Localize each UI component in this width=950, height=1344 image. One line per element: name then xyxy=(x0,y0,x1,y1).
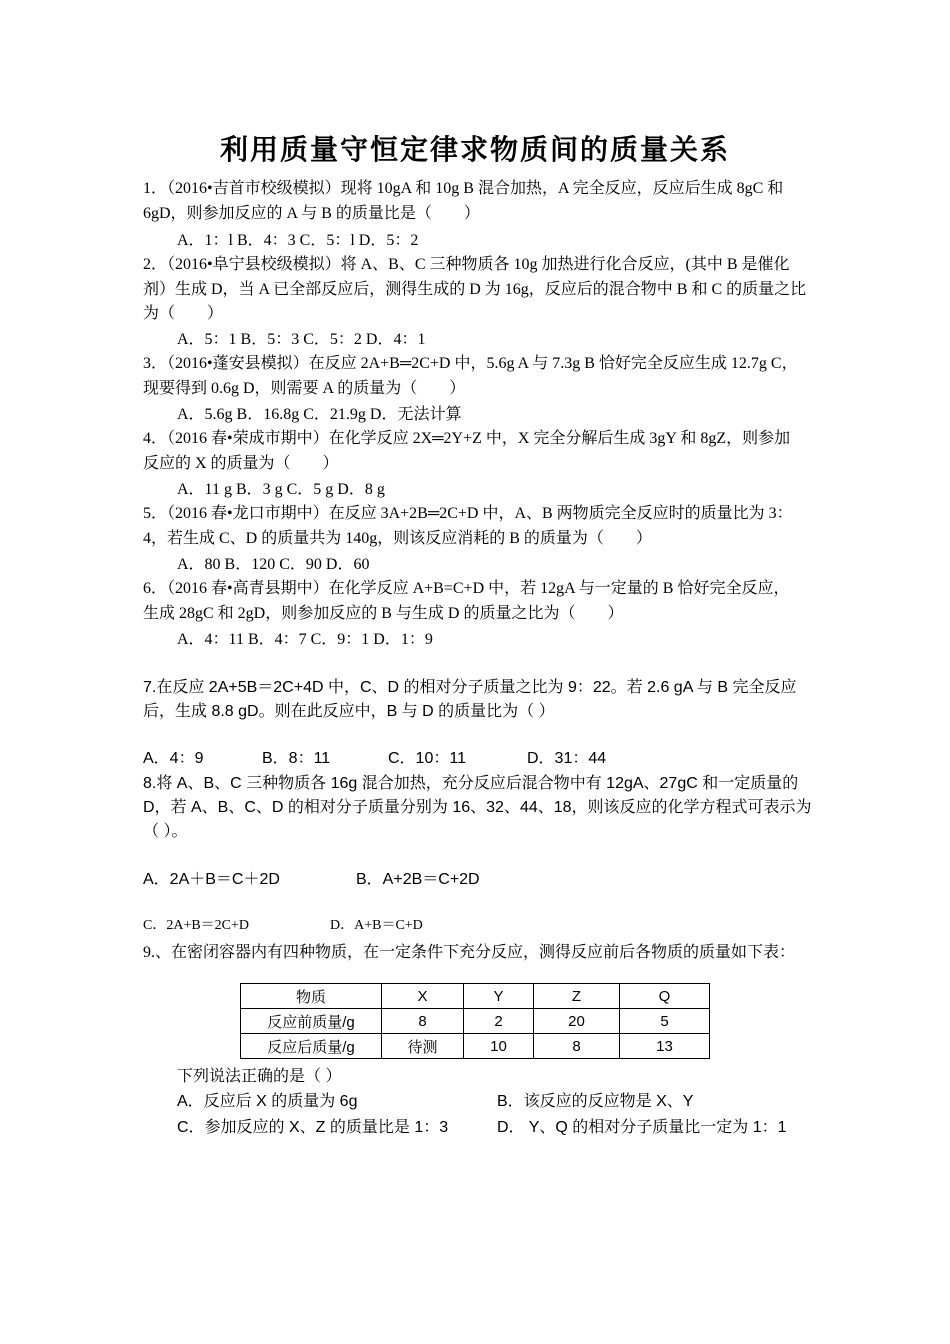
table-header-cell: X xyxy=(382,984,464,1009)
question-9-line-1: 9.、在密闭容器内有四种物质，在一定条件下充分反应，测得反应前后各物质的质量如下表： xyxy=(143,944,796,961)
question-9-option-d: D． Y、Q 的相对分子质量比一定为 1：1 xyxy=(497,1119,787,1136)
table-cell: 10 xyxy=(464,1034,534,1059)
question-9-prompt: 下列说法正确的是（ ） xyxy=(177,1068,342,1085)
question-8-line-1: 8.将 A、B、C 三种物质各 16g 混合加热，充分反应后混合物中有 12gA、27gC 和一定质量的 xyxy=(143,775,799,792)
question-7-option-c: C．10：11 xyxy=(388,750,466,767)
question-8-line-3: （ ）。 xyxy=(143,823,188,840)
question-7-option-a: A．4：9 xyxy=(143,750,204,767)
question-9-option-a: A．反应后 X 的质量为 6g xyxy=(177,1093,358,1110)
question-8-option-a: A．2A＋B＝C＋2D xyxy=(143,871,280,888)
question-4-line-2: 反应的 X 的质量为（ ） xyxy=(143,455,339,472)
table-cell: 5 xyxy=(620,1009,710,1034)
question-8-line-2: D，若 A、B、C、D 的相对分子质量分别为 16、32、44、18，则该反应的化学方程式可表示为 xyxy=(143,799,812,816)
table-header-cell: Y xyxy=(464,984,534,1009)
question-8-option-c: C．2A+B＝2C+D xyxy=(143,918,250,933)
question-7-option-d: D．31：44 xyxy=(527,750,607,767)
question-3-line-2: 现要得到 0.6g D，则需要 A 的质量为（ ） xyxy=(143,380,466,397)
table-header-cell: 物质 xyxy=(241,984,382,1009)
question-9-option-b: B．该反应的反应物是 X、Y xyxy=(497,1093,694,1110)
table-header-cell: Z xyxy=(534,984,620,1009)
table-cell: 8 xyxy=(382,1009,464,1034)
question-1-line-2: 6gD，则参加反应的 A 与 B 的质量比是（ ） xyxy=(143,205,480,222)
question-8-option-d: D．A+B＝C+D xyxy=(330,918,423,933)
question-3-line-1: 3．（2016•蓬安县模拟）在反应 2A+B═2C+D 中，5.6g A 与 7.3g B 恰好完全反应生成 12.7g C， xyxy=(143,355,798,372)
question-7-line-2: 后，生成 8.8 gD。则在此反应中，B 与 D 的质量比为（ ） xyxy=(143,703,555,720)
question-2-line-3: 为（ ） xyxy=(143,305,224,322)
question-5-options: A．80 B．120 C．90 D．60 xyxy=(177,556,370,573)
question-6-options: A．4：11 B．4：7 C．9：1 D．1：9 xyxy=(177,631,433,648)
question-7-line-1: 7.在反应 2A+5B＝2C+4D 中，C、D 的相对分子质量之比为 9：22。若 2.6 gA 与 B 完全反应 xyxy=(143,679,797,696)
question-4-line-1: 4．（2016 春•荣成市期中）在化学反应 2X═2Y+Z 中，X 完全分解后生成 3gY 和 8gZ，则参加 xyxy=(143,430,791,447)
question-9-option-c: C．参加反应的 X、Z 的质量比是 1：3 xyxy=(177,1119,449,1136)
question-2-line-1: 2．（2016•阜宁县校级模拟）将 A、B、C 三种物质各 10g 加热进行化合反应，(其中 B 是催化 xyxy=(143,256,790,273)
table-header-cell: Q xyxy=(620,984,710,1009)
table-header-row xyxy=(241,984,710,1009)
table-cell: 8 xyxy=(534,1034,620,1059)
table-row xyxy=(241,1034,710,1059)
question-1-line-1: 1．（2016•吉首市校级模拟）现将 10gA 和 10g B 混合加热，A 完全反应，反应后生成 8gC 和 xyxy=(143,180,784,197)
question-2-line-2: 剂）生成 D，当 A 已全部反应后，测得生成的 D 为 16g，反应后的混合物中 B 和 C 的质量之比 xyxy=(143,281,807,298)
table-cell: 2 xyxy=(464,1009,534,1034)
question-5-line-1: 5．（2016 春•龙口市期中）在反应 3A+2B═2C+D 中，A、B 两物质完全反应时的质量比为 3： xyxy=(143,505,793,522)
question-8-option-b: B．A+2B＝C+2D xyxy=(356,871,480,888)
question-6-line-2: 生成 28gC 和 2gD，则参加反应的 B 与生成 D 的质量之比为（ ） xyxy=(143,605,624,622)
table-cell: 反应前质量/g xyxy=(241,1009,382,1034)
question-4-options: A．11 g B．3 g C．5 g D．8 g xyxy=(177,481,385,498)
question-7-option-b: B．8：11 xyxy=(262,750,331,767)
question-3-options: A．5.6g B．16.8g C．21.9g D．无法计算 xyxy=(177,406,462,423)
question-5-line-2: 4，若生成 C、D 的质量共为 140g，则该反应消耗的 B 的质量为（ ） xyxy=(143,530,652,547)
table-row xyxy=(241,1009,710,1034)
question-1-options: A．1：l B．4：3 C．5：l D．5：2 xyxy=(177,232,419,249)
table-cell: 反应后质量/g xyxy=(241,1034,382,1059)
question-6-line-1: 6．（2016 春•高青县期中）在化学反应 A+B=C+D 中，若 12gA 与一定量的 B 恰好完全反应， xyxy=(143,580,790,597)
table-cell: 13 xyxy=(620,1034,710,1059)
mass-table xyxy=(240,983,710,1059)
table-cell: 20 xyxy=(534,1009,620,1034)
question-2-options: A．5：1 B．5：3 C．5：2 D．4：1 xyxy=(177,331,426,348)
table-cell: 待测 xyxy=(382,1034,464,1059)
page-title: 利用质量守恒定律求物质间的质量关系 xyxy=(219,133,730,166)
